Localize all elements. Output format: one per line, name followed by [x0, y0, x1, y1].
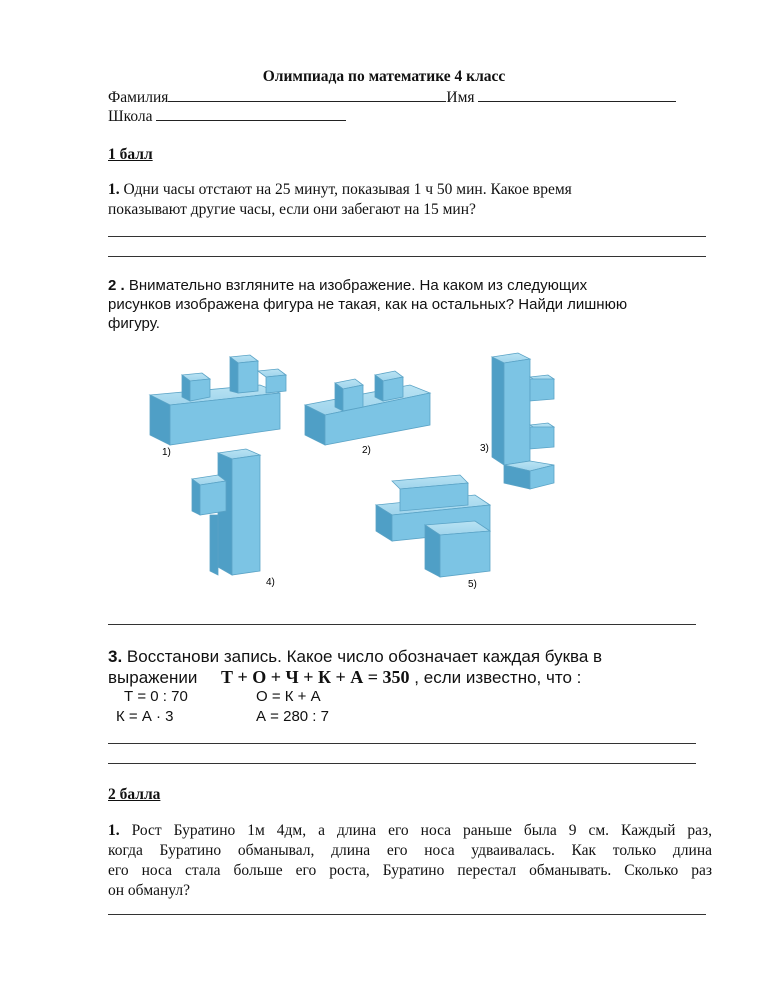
condition: Т = 0 : 70: [124, 688, 188, 705]
figure-label: 5): [468, 579, 477, 590]
figure-label: 1): [162, 447, 171, 458]
question-text-line: он обманул?: [108, 882, 190, 899]
question-text-suffix: , если известно, что :: [414, 668, 582, 687]
question-text-prefix: выражении: [108, 668, 198, 687]
question-text-line: Рост Буратино 1м 4дм, а длина его носа раньше была 9 см. Каждый раз,: [131, 822, 712, 839]
answer-line[interactable]: [108, 914, 706, 915]
question-text-line: рисунков изображена фигура не такая, как на остальных? Найди лишнюю: [108, 296, 628, 313]
condition: О = К + А: [256, 688, 321, 705]
expression: Т + О + Ч + К + А = 350: [221, 667, 410, 687]
answer-line[interactable]: [108, 236, 706, 237]
figure-label: 4): [266, 577, 275, 588]
school-label: Школа: [108, 108, 153, 125]
condition: А = 280 : 7: [256, 708, 329, 725]
figure-5[interactable]: [376, 475, 490, 577]
question-1-2: [108, 276, 718, 333]
school-row: [108, 106, 346, 126]
block-figures-illustration: [130, 345, 570, 605]
name-label: Имя: [446, 89, 475, 106]
answer-line[interactable]: [108, 256, 706, 257]
answer-line[interactable]: [108, 743, 696, 744]
surname-label: Фамилия: [108, 89, 169, 106]
question-number: 2 .: [108, 277, 125, 294]
question-text-line: когда Буратино обманывал, длина его носа удваивалась. Как только длина: [108, 842, 712, 859]
name-field[interactable]: [478, 87, 676, 102]
question-text-line: фигуру.: [108, 315, 160, 332]
question-1-1: [108, 180, 718, 220]
question-number: 1.: [108, 822, 120, 839]
section-heading-1: 1 балл: [108, 146, 153, 163]
figure-1[interactable]: [150, 355, 286, 445]
question-text-line: показывают другие часы, если они забегают на 15 мин?: [108, 201, 476, 218]
condition: К = А · 3: [116, 708, 174, 725]
figure-4[interactable]: [192, 449, 260, 575]
question-number: 1.: [108, 181, 120, 198]
figure-label: 2): [362, 445, 371, 456]
surname-row: [108, 87, 676, 107]
section-heading-2: 2 балла: [108, 786, 161, 803]
school-field[interactable]: [156, 106, 346, 121]
figure-3[interactable]: [492, 353, 554, 489]
figure-label: 3): [480, 443, 489, 454]
question-2-1: [108, 821, 712, 901]
page-title: Олимпиада по математике 4 класс: [262, 68, 506, 85]
question-text-line: Восстанови запись. Какое число обозначает каждая буква в: [126, 647, 603, 666]
question-text-line: Одни часы отстают на 25 минут, показывая 1 ч 50 мин. Какое время: [123, 181, 572, 198]
question-text-line: Внимательно взгляните на изображение. На каком из следующих: [128, 277, 588, 294]
question-1-3: [108, 646, 728, 688]
surname-field[interactable]: [168, 87, 446, 102]
figure-2[interactable]: [305, 371, 430, 445]
question-number: 3.: [108, 647, 123, 666]
answer-line[interactable]: [108, 624, 696, 625]
question-text-line: его носа стала больше его роста, Буратино перестал обманывать. Сколько раз: [108, 862, 712, 879]
answer-line[interactable]: [108, 763, 696, 764]
